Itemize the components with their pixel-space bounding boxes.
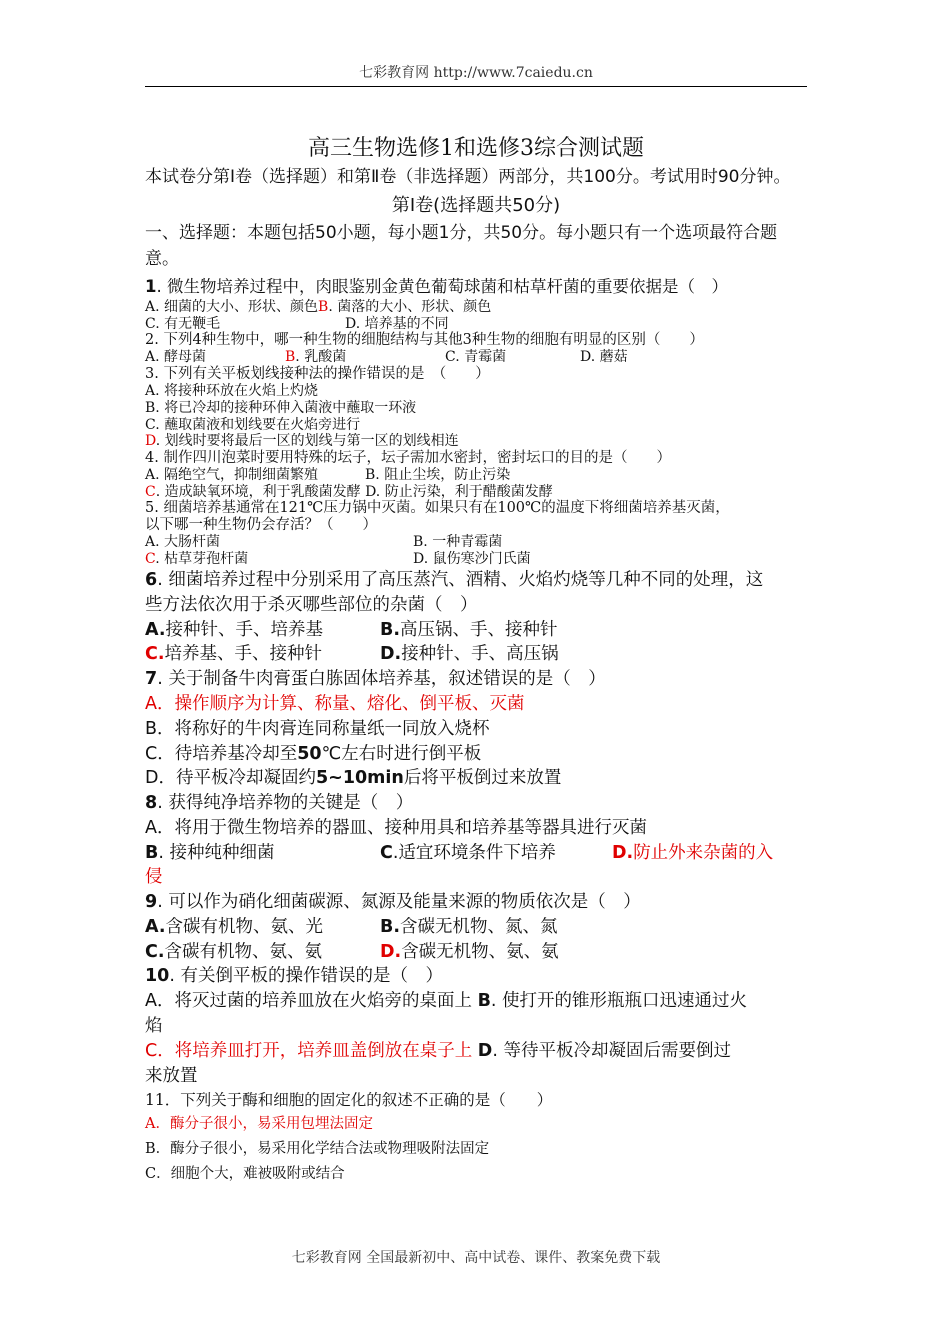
option-a: 含碳有机物、氨、光 bbox=[165, 917, 324, 938]
option-d: D. 防止污染，利于醋酸菌发酵 bbox=[365, 483, 553, 500]
option-c-temp: 50 bbox=[297, 743, 322, 764]
option-a: A. 隔绝空气，抑制细菌繁殖 bbox=[145, 466, 319, 483]
option-b-letter: B bbox=[145, 842, 159, 863]
question-number: 6 bbox=[145, 569, 158, 590]
question-number: 8 bbox=[145, 792, 158, 813]
header-divider bbox=[145, 86, 807, 87]
option-d-letter: D bbox=[145, 433, 156, 450]
option-a: A. 将接种环放在火焰上灼烧 bbox=[145, 383, 319, 400]
option-d: D．待平板冷却凝固约 bbox=[145, 768, 316, 789]
question-number: 9 bbox=[145, 892, 158, 913]
option-d: D. 蘑菇 bbox=[580, 349, 628, 366]
option-a-letter: A. bbox=[145, 619, 166, 640]
option-a-letter: A. bbox=[145, 917, 166, 938]
option-b-letter: B bbox=[318, 299, 329, 315]
option-b: . 乳酸菌 bbox=[295, 349, 347, 366]
part1-title: 第Ⅰ卷(选择题共50分) bbox=[391, 195, 561, 216]
option-c-letter: C. bbox=[145, 644, 165, 665]
question-stem: 2. 下列4种生物中，哪一种生物的细胞结构与其他3种生物的细胞有明显的区别（ ） bbox=[145, 332, 704, 349]
option-b-letter: B bbox=[477, 991, 491, 1012]
option-b: B. 一种青霉菌 bbox=[413, 534, 503, 551]
option-b: B．将称好的牛肉膏连同称量纸一同放入烧杯 bbox=[145, 718, 490, 739]
option-b: B．酶分子很小，易采用化学结合法或物理吸附法固定 bbox=[145, 1141, 490, 1158]
option-c: 含碳有机物、氨、氨 bbox=[164, 941, 322, 962]
option-c: C. 有无鞭毛 bbox=[145, 315, 221, 332]
page-footer: 七彩教育网 全国最新初中、高中试卷、课件、教案免费下载 bbox=[291, 1250, 661, 1266]
option-c: C．将培养皿打开，培养皿盖倒放在桌子上 bbox=[145, 1040, 473, 1061]
option-a: A. 大肠杆菌 bbox=[145, 534, 221, 551]
question-stem: 11．下列关于酶和细胞的固定化的叙述不正确的是（ ） bbox=[145, 1091, 553, 1110]
question-number: 7 bbox=[145, 669, 158, 690]
option-c-rest: ℃左右时进行倒平板 bbox=[321, 743, 482, 764]
option-b: . 接种纯种细菌 bbox=[158, 842, 275, 863]
option-b-letter: B. bbox=[380, 917, 400, 938]
option-b: 高压锅、手、接种针 bbox=[400, 619, 558, 640]
option-d-cont: 来放置 bbox=[145, 1065, 198, 1086]
option-d: 防止外来杂菌的入 bbox=[633, 842, 774, 863]
option-c: C．细胞个大，难被吸附或结合 bbox=[145, 1166, 345, 1183]
option-b-cont: 焰 bbox=[145, 1016, 163, 1037]
option-d-letter: D. bbox=[380, 941, 402, 962]
option-c-letter: C bbox=[380, 842, 393, 863]
question-11 bbox=[145, 1088, 807, 1187]
option-b: . 使打开的锥形瓶瓶口迅速通过火 bbox=[490, 991, 748, 1012]
question-stem: 5. 细菌培养基通常在121℃压力锅中灭菌。如果只有在100℃的温度下将细菌培养基灭菌， bbox=[145, 500, 730, 517]
document-body bbox=[145, 134, 807, 1187]
option-c: C. 蘸取菌液和划线要在火焰旁进行 bbox=[145, 416, 361, 433]
option-d: D. 培养基的不同 bbox=[345, 315, 449, 332]
question-stem: 3. 下列有关平板划线接种法的操作错误的是 （ ） bbox=[145, 366, 490, 383]
option-b: B. 阻止尘埃，防止污染 bbox=[365, 466, 511, 483]
option-a: A. 细菌的大小、形状、颜色 bbox=[145, 299, 319, 315]
question-6 bbox=[145, 568, 807, 667]
question-9 bbox=[145, 890, 807, 964]
option-a: 接种针、手、培养基 bbox=[165, 619, 324, 640]
page-title: 高三生物选修1和选修3综合测试题 bbox=[308, 136, 644, 161]
option-c-letter: C bbox=[145, 551, 156, 568]
question-7 bbox=[145, 667, 807, 791]
question-3 bbox=[145, 366, 807, 450]
option-d-cont: 侵 bbox=[145, 867, 163, 888]
page-header: 七彩教育网 http://www.7caiedu.cn bbox=[359, 65, 593, 81]
question-stem-cont: 以下哪一种生物仍会存活？（ ） bbox=[145, 517, 377, 534]
option-c: C. 青霉菌 bbox=[445, 349, 507, 366]
option-c: C．待培养基冷却至 bbox=[145, 743, 298, 764]
option-d-letter: D. bbox=[380, 644, 402, 665]
exam-intro: 本试卷分第Ⅰ卷（选择题）和第Ⅱ卷（非选择题）两部分，共100分。考试用时90分钟。 bbox=[145, 167, 791, 187]
question-5 bbox=[145, 500, 807, 567]
option-d: D. 鼠伤寒沙门氏菌 bbox=[413, 551, 531, 568]
option-c-letter: C bbox=[145, 483, 156, 500]
question-stem: . 微生物培养过程中，肉眼鉴别金黄色葡萄球菌和枯草杆菌的重要依据是（ ） bbox=[156, 277, 728, 296]
question-stem: . 可以作为硝化细菌碳源、氮源及能量来源的物质依次是（ ） bbox=[157, 892, 641, 913]
option-a: A. 酵母菌 bbox=[145, 349, 207, 366]
option-d-letter: D bbox=[477, 1040, 493, 1061]
option-b: B. 将已冷却的接种环伸入菌液中蘸取一环液 bbox=[145, 399, 417, 416]
option-b: 含碳无机物、氮、氮 bbox=[400, 917, 558, 938]
option-b-letter: B. bbox=[380, 619, 400, 640]
option-c: . 造成缺氧环境，利于乳酸菌发酵 bbox=[155, 483, 361, 500]
option-d-rest: 后将平板倒过来放置 bbox=[403, 768, 562, 789]
option-a: A．酶分子很小，易采用包埋法固定 bbox=[145, 1116, 373, 1133]
question-2 bbox=[145, 332, 807, 366]
question-stem: 4. 制作四川泡菜时要用特殊的坛子，坛子需加水密封，密封坛口的目的是（ ） bbox=[145, 449, 671, 466]
question-number: 1 bbox=[145, 277, 157, 296]
section1-heading: 一、选择题：本题包括50小题，每小题1分，共50分。每小题只有一个选项最符合题意。 bbox=[145, 223, 778, 269]
question-stem: . 有关倒平板的操作错误的是（ ） bbox=[169, 966, 443, 987]
option-d: . 等待平板冷却凝固后需要倒过 bbox=[492, 1040, 731, 1061]
option-d: 含碳无机物、氨、氨 bbox=[401, 941, 559, 962]
option-b-letter: B bbox=[285, 349, 296, 366]
question-8 bbox=[145, 791, 807, 890]
option-a: A．将用于微生物培养的器皿、接种用具和培养基等器具进行灭菌 bbox=[145, 817, 647, 838]
option-a: A．将灭过菌的培养皿放在火焰旁的桌面上 bbox=[145, 991, 472, 1012]
option-c: 培养基、手、接种针 bbox=[164, 644, 322, 665]
question-number: 10 bbox=[145, 966, 170, 987]
option-d: 接种针、手、高压锅 bbox=[401, 644, 559, 665]
option-c: . 枯草芽孢杆菌 bbox=[155, 551, 249, 568]
question-4 bbox=[145, 450, 807, 500]
question-stem: . 细菌培养过程中分别采用了高压蒸汽、酒精、火焰灼烧等几种不同的处理，这 bbox=[157, 569, 764, 590]
question-stem: . 关于制备牛肉膏蛋白胨固体培养基，叙述错误的是（ ） bbox=[157, 669, 606, 690]
option-d-letter: D. bbox=[612, 842, 634, 863]
option-a: A．操作顺序为计算、称量、熔化、倒平板、灭菌 bbox=[145, 694, 525, 715]
option-d: . 划线时要将最后一区的划线与第一区的划线相连 bbox=[155, 433, 459, 450]
option-d-time: 5~10min bbox=[315, 768, 404, 789]
option-b: . 菌落的大小、形状、颜色 bbox=[328, 299, 492, 315]
option-c: .适宜环境条件下培养 bbox=[392, 842, 556, 863]
option-c-letter: C. bbox=[145, 941, 165, 962]
question-stem-cont: 些方法依次用于杀灭哪些部位的杂菌（ ） bbox=[145, 594, 478, 615]
question-10 bbox=[145, 964, 807, 1088]
question-1 bbox=[145, 274, 807, 332]
question-stem: . 获得纯净培养物的关键是（ ） bbox=[157, 792, 414, 813]
